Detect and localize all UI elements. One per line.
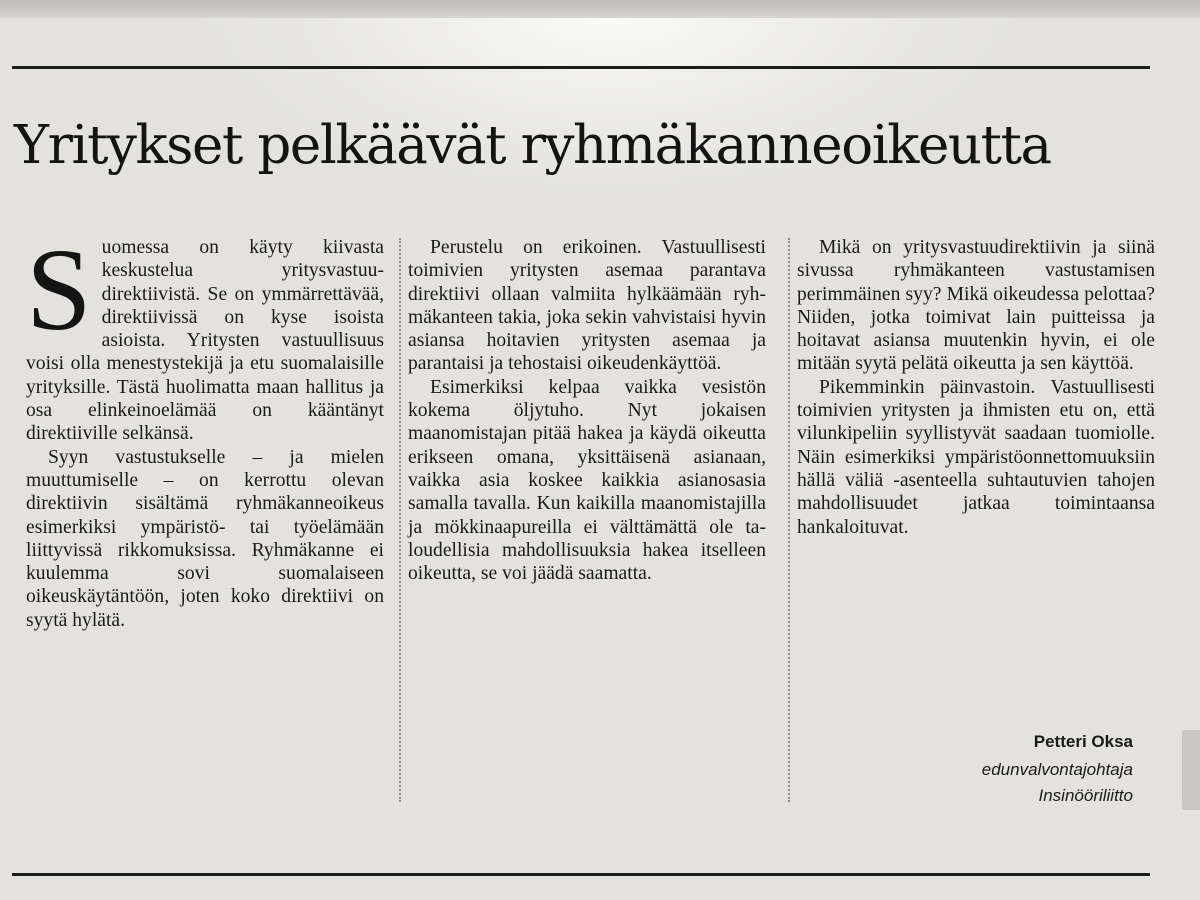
- article-column-1: [26, 224, 384, 632]
- article-column-2: [408, 236, 766, 585]
- article-column-3: [797, 236, 1155, 539]
- paragraph: Esimerkiksi kelpaa vaikka vesistön kokema öljytuho. Nyt jokaisen maanomistajan pitää hakea ja käydä oikeutta erikseen omana, yksittäisenä asianaan, vaikka asia koskee kaikkia asianosasia samalla tavalla. Kun kaikilla maanomistajilla ja mökkinaapureilla ei välttämättä ole taloudellisia mahdollisuuksia hakea itselleen oikeutta, se voi jäädä saamatta.: [408, 376, 766, 585]
- bottom-rule: [12, 873, 1150, 876]
- page-edge-tab: [1182, 730, 1200, 810]
- paragraph-text: uomessa on käyty kiivasta keskustelua yritysvastuudirektiivistä. Se on ymmärrettävää, direktiivissä on kyse isoista asioista. Yritysten vastuullisuus voisi olla menestystekijä ja etu suomalaisille yrityksille. Tästä huolimatta maan hallitus ja osa elinkeinoelämää on kääntänyt direktiiville selkänsä.: [26, 237, 384, 445]
- column-divider: [788, 238, 790, 802]
- author-title: edunvalvontajohtaja: [981, 760, 1133, 779]
- page-top-edge: [0, 0, 1200, 18]
- paragraph: Mikä on yritysvastuudirektiivin ja siinä sivussa ryhmäkanteen vastustamisen perimmäinen syy? Mikä oikeudessa pelottaa? Niiden, jotka toimivat lain puitteissa ja hoitavat asiansa muutenkin hyvin, ei ole mitään syytä pelätä oikeutta ja sen käyttöä.: [797, 237, 1155, 375]
- paragraph: Pikemminkin päinvastoin. Vastuullisesti toimivien yritysten ja ihmisten etu on, että vilunkipeliin syyllistyvät saadaan tuomiolle. Näin esimerkiksi ympäristöonnettomuuksiin hällä väliä -asenteella suhtautuvien tahojen mahdollisuudet jatkaa toimintaansa hankaloituvat.: [797, 376, 1155, 538]
- author-organization: Insinööriliitto: [1038, 786, 1133, 805]
- author-name: Petteri Oksa: [1033, 732, 1133, 751]
- drop-cap: S: [26, 224, 92, 355]
- paragraph: Syyn vastustukselle – ja mielen muuttumiselle – on kerrottu olevan direktiivin sisältämä ryhmäkanneoikeus esimerkiksi ympäristö- tai työelämään liittyvissä rikkomuksissa. Ryhmäkanne ei kuulemma sovi suomalaiseen oikeuskäytäntöön, joten koko direktiivi on syytä hylätä.: [26, 446, 384, 631]
- paragraph: Perustelu on erikoinen. Vastuullisesti toimivien yritysten asemaa parantava direktiivi ollaan valmiita hylkäämään ryhmäkanteen takia, joka sekin vahvistaisi hyvin asiansa hoitavien yritysten asemaa ja parantaisi ja tehostaisi oikeudenkäyttöä.: [408, 237, 766, 375]
- column-divider: [399, 238, 401, 802]
- paragraph: [26, 224, 384, 446]
- top-rule: [12, 66, 1150, 69]
- headline: Yritykset pelkäävät ryhmäkanneoikeutta: [14, 115, 1051, 176]
